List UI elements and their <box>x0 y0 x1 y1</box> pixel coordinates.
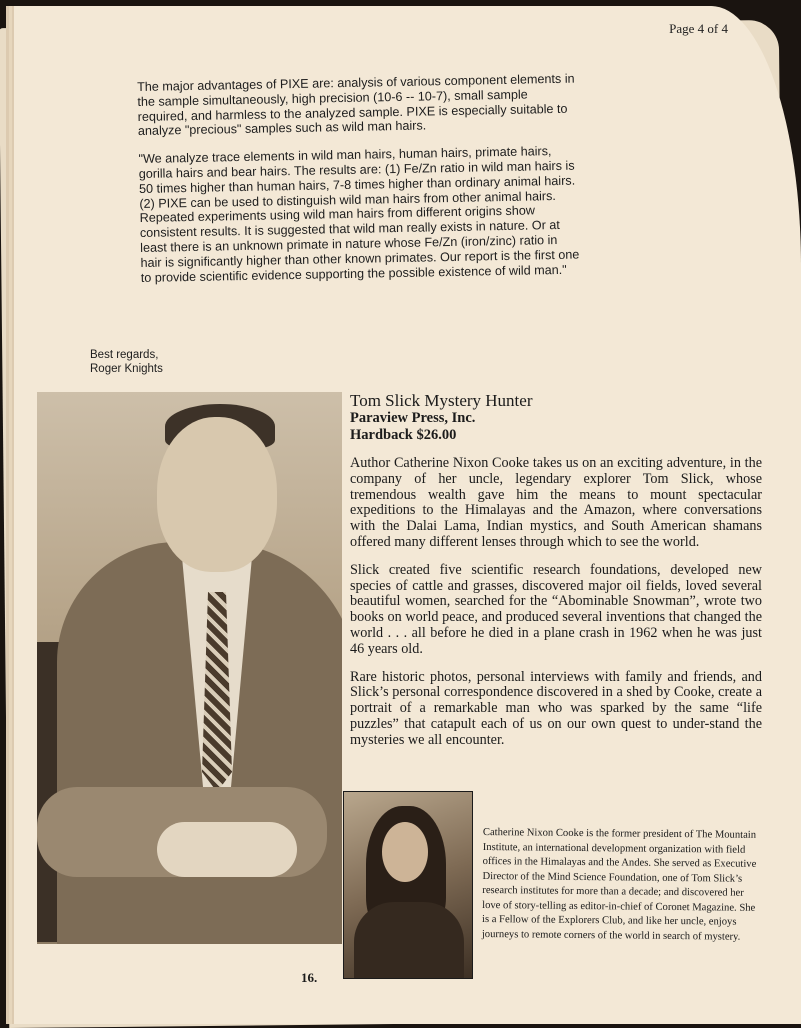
book-format-price: Hardback $26.00 <box>350 427 457 443</box>
closing-text: Best regards, <box>90 349 159 361</box>
face-shape <box>157 417 277 572</box>
folio-number: 16. <box>301 970 318 985</box>
letter-signoff <box>90 348 163 376</box>
tom-slick-portrait-photo <box>37 392 342 944</box>
hands-shape <box>157 822 297 877</box>
book-title: Tom Slick Mystery Hunter <box>350 391 533 410</box>
book-review <box>350 391 762 749</box>
book-paragraph: Author Catherine Nixon Cooke takes us on an exciting adventure, in the company of her uncle, legendary explorer Tom Slick, whose tremendous wealth gave him the means to mount spectacular expeditions to the Himalayas and the Amazon, where conversations with the Dalai Lama, Indian mystics, and South American shamans offered many different lenses through which to see the world. <box>350 455 762 550</box>
signature-name: Roger Knights <box>90 363 163 375</box>
author-body-shape <box>354 902 464 979</box>
book-description <box>350 456 762 749</box>
author-face-shape <box>382 822 428 882</box>
page-number: Page 4 of 4 <box>669 21 728 36</box>
letter-text <box>137 72 581 299</box>
book-paragraph: Rare historic photos, personal interviews with family and friends, and Slick’s personal correspondence discovered in a shed by Cooke, create a portrait of a remarkable man who was sparked by the same “life puzzles” that catapult each of us on our own quest to under-stand the mysteries we all encounter. <box>350 668 762 748</box>
book-paragraph: Slick created five scientific research foundations, developed new species of cattle and grasses, discovered major oil fields, loved several beautiful women, searched for the “Abominable Snowman”, wrote two books on world peace, and produced several inventions that changed the world . . . all before he died in a plane crash in 1962 when he was just 46 years old. <box>350 561 762 657</box>
book-publisher: Paraview Press, Inc. <box>350 410 476 426</box>
author-bio: Catherine Nixon Cooke is the former president of The Mountain Institute, an international development organization with field offices in the Himalayas and the Andes. She served as Executive Director of the Mind Science Foundation, one of Tom Slick’s research institutes for more than a decade; and discovered her love of story-telling as editor-in-chief of Coronet Magazine. She is a Fellow of the Explorers Club, and like her uncle, enjoys journeys to remote corners of the world in search of mystery. <box>481 826 757 943</box>
letter-paragraph-results: "We analyze trace elements in wild man hairs, human hairs, primate hairs, gorilla hairs and bear hairs. The results are: (1) Fe/Zn ratio in wild man hairs is 50 times higher than human hairs, 7-8 times higher than ordinary animal hairs. (2) PIXE can be used to distinguish wild man hairs from other animal hairs. Repeated experiments using wild man hairs from different origins show consistent results. It is suggested that wild man really exists in nature. Or at least there is an unknown primate in nature whose Fe/Zn (iron/zinc) ratio in hair is significantly higher than other known primates. Our report is the first one to provide scientific evidence supporting the possible existence of wild man." <box>138 144 580 285</box>
letter-paragraph-pixe-advantages: The major advantages of PIXE are: analysis of various component elements in the sample simultaneously, high precision (10-6 -- 10-7), small sample required, and harmless to the analyzed sample. PIXE is especially suitable to analyze "precious" samples such as wild man hairs. <box>137 71 575 139</box>
author-portrait-photo <box>343 791 473 979</box>
